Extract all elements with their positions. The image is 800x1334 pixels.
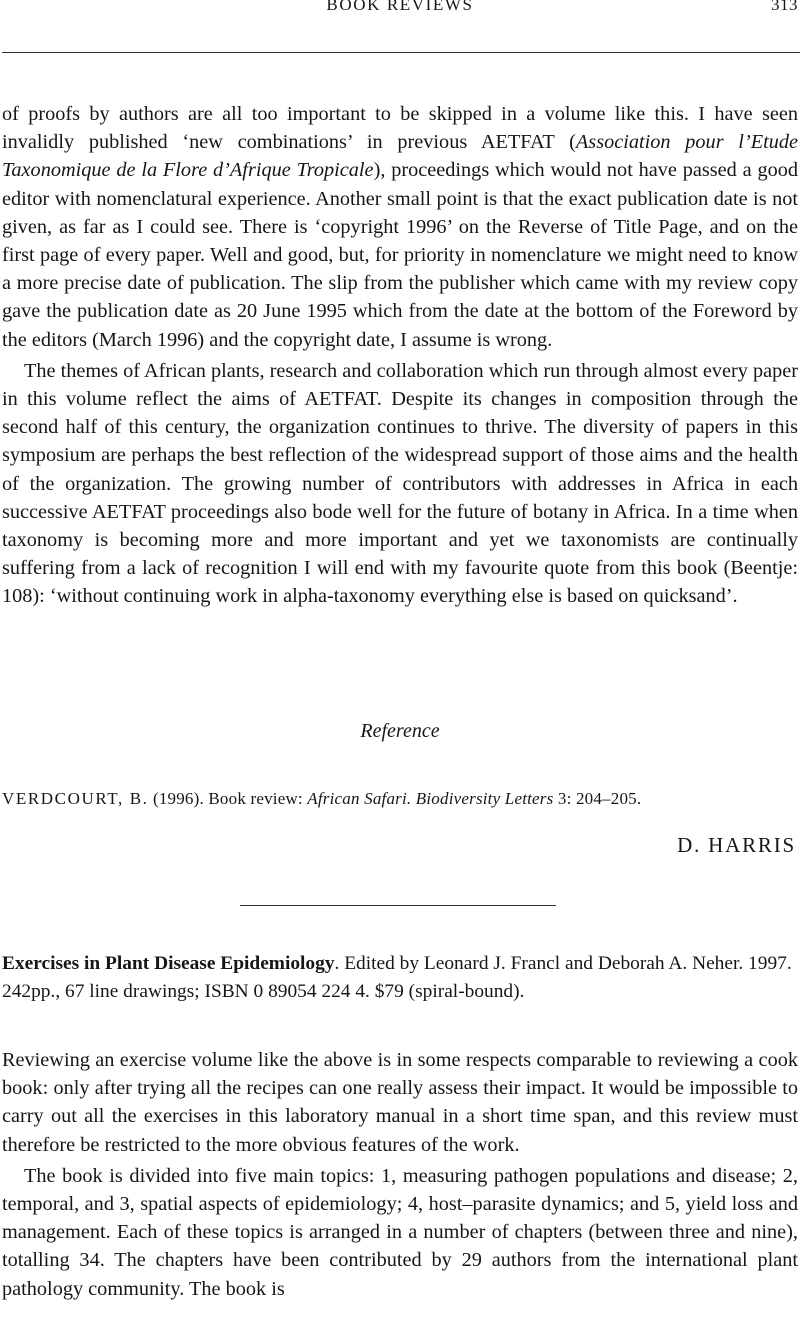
header-rule bbox=[2, 52, 800, 53]
section-divider bbox=[240, 905, 556, 906]
review-paragraph: The book is divided into five main topics: 1, measuring pathogen populations and disease; 2, temporal, and 3, spatial aspects of epidemiology; 4, host–parasite dynamics; and 5, yield loss and management. Each of these topics is arranged in a number of chapters (between three and nine), totalling 34. The chapters have been contributed by 29 authors from the international plant pathology community. The book is bbox=[2, 1164, 798, 1300]
review-epidemiology-body bbox=[2, 1046, 798, 1303]
italic-society-name: Association pour l’Etude Taxonomique de la Flore d’Afrique Tropicale bbox=[2, 131, 799, 182]
review-paragraph: Reviewing an exercise volume like the above is in some respects comparable to reviewing a cook book: only after trying all the recipes can one really assess their impact. It would be impossible to carry out all the exercises in this laboratory manual in a short time span, and this review must therefore be restricted to the more obvious features of the work. bbox=[2, 1049, 798, 1156]
review-paragraph: The themes of African plants, research and collaboration which run through almost every paper in this volume reflect the aims of AETFAT. Despite its changes in composition through the second half of this century, the organization continues to thrive. The diversity of papers in this symposium are perhaps the best reflection of the widespread support of those aims and the health of the organization. The growing number of contributors with addresses in Africa in each successive AETFAT proceedings also bode well for the future of botany in Africa. In a time when taxonomy is becoming more and more important and yet we taxonomists are continually suffering from a lack of recognition I will end with my favourite quote from this book (Beentje: 108): ‘without continuing work in alpha-taxonomy everything else is based on quicksand’. bbox=[2, 359, 798, 608]
text-run: of proofs by authors are all too important to be skipped in a volume like this. I have seen invalidly published ‘new combinations’ in previous AETFAT ( bbox=[2, 103, 798, 154]
reference-title: African Safari. Biodiversity Letters bbox=[307, 789, 554, 808]
reviewer-signature: D. HARRIS bbox=[677, 833, 796, 857]
review-harris-body bbox=[2, 100, 798, 611]
page-number: 313 bbox=[771, 0, 798, 14]
running-title: BOOK REVIEWS bbox=[326, 0, 474, 14]
running-header bbox=[0, 0, 800, 22]
reference-entry bbox=[2, 789, 798, 809]
reference-author: VERDCOURT, B. bbox=[2, 789, 149, 808]
book-title: Exercises in Plant Disease Epidemiology bbox=[2, 953, 335, 974]
reference-pages: 3: 204–205. bbox=[557, 789, 642, 808]
book-citation bbox=[2, 950, 792, 1005]
reference-year: (1996). Book review: bbox=[152, 789, 303, 808]
reference-heading: Reference bbox=[360, 720, 440, 742]
text-run: ), proceedings which would not have passed a good editor with nomenclatural experience. Another small point is that the exact publication date is not given, as far as I could see. There is ‘copyright 1996’ on the Reverse of Title Page, and on the first page of every paper. Well and good, but, for priority in nomenclature we might need to know a more precise date of publication. The slip from the publisher which came with my review copy gave the publication date as 20 June 1995 which from the date at the bottom of the Foreword by the editors (March 1996) and the copyright date, I assume is wrong. bbox=[2, 159, 799, 351]
review-paragraph bbox=[2, 100, 798, 354]
book-details: . Edited by Leonard J. Francl and Deborah A. Neher. 1997. 242pp., 67 line drawings; ISBN 0 89054 224 4. $79 (spiral-bound). bbox=[2, 953, 792, 1002]
